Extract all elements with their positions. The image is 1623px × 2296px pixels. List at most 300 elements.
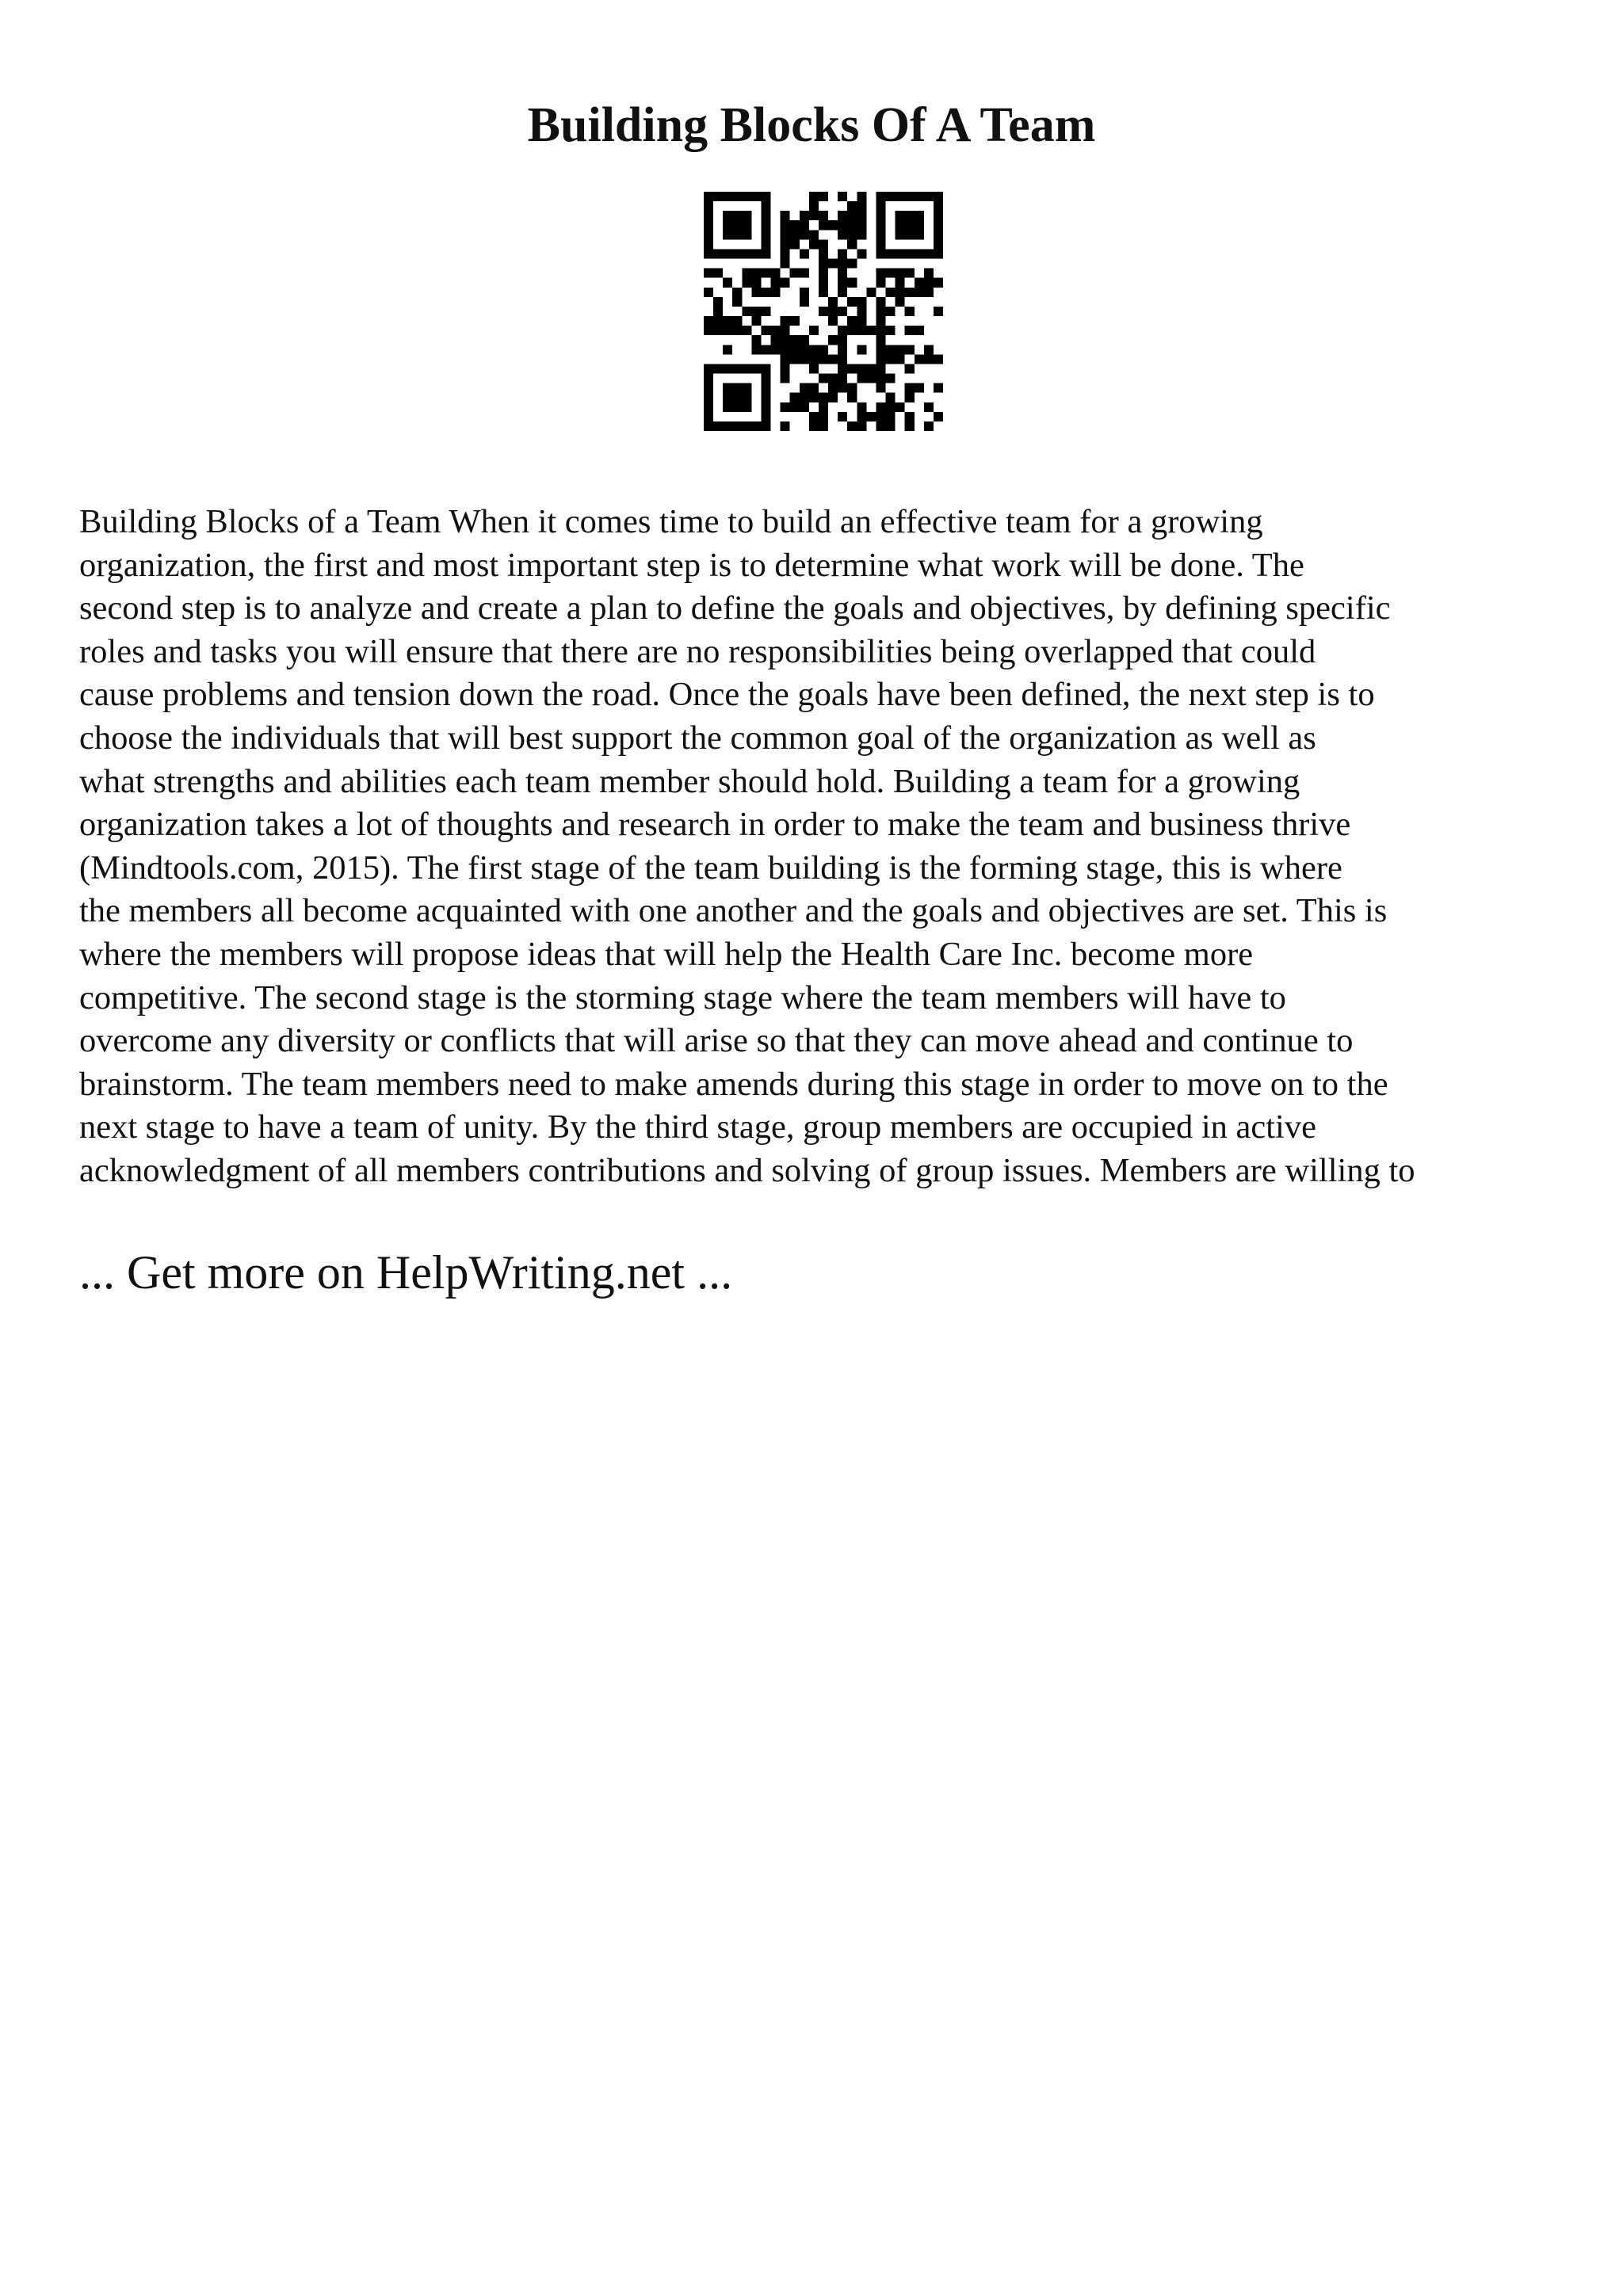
qr-module [751,421,761,431]
qr-module [800,230,809,239]
qr-module [819,421,828,431]
qr-module [915,192,924,201]
qr-module [847,201,857,211]
qr-module [886,354,896,364]
qr-module [934,307,943,316]
qr-module [934,211,943,220]
body-line: roles and tasks you will ensure that there are no responsibilities being overlapped that could [79,632,1316,670]
qr-module [857,211,866,220]
qr-module [838,364,847,373]
qr-module [924,421,934,431]
qr-module [781,345,790,354]
qr-module [732,364,742,373]
qr-module [876,374,885,383]
qr-module [857,230,866,239]
qr-module [704,393,713,402]
qr-module [723,364,732,373]
qr-module [896,230,905,239]
qr-module [713,307,723,316]
qr-module [732,192,742,201]
qr-module [809,364,819,373]
qr-module [934,278,943,288]
qr-module [896,211,905,220]
qr-module [781,326,790,335]
qr-module [723,249,732,258]
qr-module [704,288,713,297]
qr-module [896,278,905,288]
qr-module [924,402,934,412]
qr-module [876,307,885,316]
qr-module [761,307,770,316]
qr-module [761,402,770,412]
qr-module [732,220,742,230]
qr-module [886,374,896,383]
qr-module [704,364,713,373]
body-line: next stage to have a team of unity. By the third stage, group members are occupied in active [79,1108,1316,1146]
qr-module [819,259,828,269]
qr-module [713,249,723,258]
qr-module [761,211,770,220]
qr-module [934,201,943,211]
qr-module [742,383,751,393]
qr-module [761,326,770,335]
qr-module [809,201,819,211]
qr-module [819,393,828,402]
qr-module [866,374,876,383]
qr-module [838,307,847,316]
qr-module [742,211,751,220]
body-line: organization takes a lot of thoughts and research in order to make the team and business thrive [79,806,1351,844]
document-title: Building Blocks Of A Team [527,98,1096,152]
qr-module [838,230,847,239]
qr-module [800,383,809,393]
qr-module [790,230,800,239]
qr-module [886,288,896,297]
qr-module [819,374,828,383]
qr-module [809,345,819,354]
qr-module [896,288,905,297]
qr-module [723,421,732,431]
qr-module [809,412,819,421]
qr-module [915,230,924,239]
qr-module [915,220,924,230]
qr-module [876,354,885,364]
qr-module [809,421,819,431]
body-line: (Mindtools.com, 2015). The first stage of the team building is the forming stage, this is where [79,849,1342,887]
qr-module [886,345,896,354]
qr-module [732,316,742,326]
qr-module [790,335,800,345]
qr-module [723,326,732,335]
qr-module [857,421,866,431]
qr-module [742,307,751,316]
qr-module [924,288,934,297]
qr-module [771,345,781,354]
body-line: choose the individuals that will best support the common goal of the organization as well as [79,719,1316,757]
qr-module [838,278,847,288]
qr-module [761,393,770,402]
qr-module [866,412,876,421]
qr-module [790,269,800,278]
qr-module [742,393,751,402]
qr-module [847,383,857,393]
qr-module [704,316,713,326]
qr-module [838,288,847,297]
qr-module [876,364,885,373]
qr-module [704,220,713,230]
qr-module [704,402,713,412]
qr-module [876,297,885,307]
qr-module [915,383,924,393]
qr-module [761,230,770,239]
qr-module [828,259,838,269]
qr-module [857,192,866,201]
qr-module [723,393,732,402]
qr-module [704,374,713,383]
qr-module [828,393,838,402]
qr-module [924,269,934,278]
qr-module [905,249,915,258]
qr-module [713,269,723,278]
qr-module [713,364,723,373]
qr-module [751,269,761,278]
qr-module [771,269,781,278]
qr-module [866,288,876,297]
qr-module [924,354,934,364]
qr-module [886,269,896,278]
qr-module [723,402,732,412]
qr-module [924,192,934,201]
qr-module [905,383,915,393]
qr-module [781,335,790,345]
qr-module [915,354,924,364]
qr-module [809,354,819,364]
qr-module [838,211,847,220]
qr-module [761,345,770,354]
qr-module [905,393,915,402]
qr-module [819,220,828,230]
qr-module [761,421,770,431]
qr-module [732,211,742,220]
qr-module [761,383,770,393]
qr-module [781,374,790,383]
qr-module [915,211,924,220]
qr-module [828,383,838,393]
qr-module [704,230,713,239]
qr-module [876,412,885,421]
qr-module [886,307,896,316]
qr-module [857,374,866,383]
qr-module [934,192,943,201]
qr-module [915,326,924,335]
qr-module [732,402,742,412]
qr-module [732,230,742,239]
body-line: brainstorm. The team members need to make amends during this stage in order to move on to the [79,1065,1388,1103]
qr-module [713,192,723,201]
qr-module [742,192,751,201]
qr-module [742,364,751,373]
qr-module [751,364,761,373]
qr-module [934,412,943,421]
qr-module [800,393,809,402]
qr-module [866,364,876,373]
qr-module [838,269,847,278]
qr-module [781,211,790,220]
qr-module [704,192,713,201]
qr-module [857,201,866,211]
qr-module [819,211,828,220]
qr-module [876,201,885,211]
qr-module [847,278,857,288]
qr-module [704,326,713,335]
qr-module [732,383,742,393]
qr-module [800,297,809,307]
qr-module [847,220,857,230]
qr-module [819,354,828,364]
qr-module [905,307,915,316]
qr-module [886,326,896,335]
qr-module [838,412,847,421]
qr-module [809,383,819,393]
qr-module [800,220,809,230]
qr-module [781,421,790,431]
qr-module [886,249,896,258]
qr-module [857,316,866,326]
qr-module [790,316,800,326]
qr-module [838,220,847,230]
qr-module [828,307,838,316]
qr-module [742,402,751,412]
qr-module [876,211,885,220]
qr-module [800,335,809,345]
qr-module [876,326,885,335]
qr-module [790,402,800,412]
qr-module [800,211,809,220]
qr-module [761,374,770,383]
qr-module [751,307,761,316]
qr-module [876,249,885,258]
body-line: overcome any diversity or conflicts that will arise so that they can move ahead and continue to [79,1022,1354,1060]
qr-module [838,383,847,393]
qr-module [847,364,857,373]
qr-module [896,297,905,307]
qr-module [915,288,924,297]
qr-module [790,354,800,364]
qr-module [761,288,770,297]
qr-module [905,269,915,278]
qr-module [876,402,885,412]
qr-module [934,239,943,249]
qr-module [732,297,742,307]
qr-module [742,220,751,230]
body-line: cause problems and tension down the road. Once the goals have been defined, the next step is to [79,676,1375,714]
qr-module [723,345,732,354]
body-line: second step is to analyze and create a plan to define the goals and objectives, by defining specific [79,589,1391,627]
qr-module [838,354,847,364]
qr-module [819,269,828,278]
qr-module [924,345,934,354]
qr-module [924,249,934,258]
qr-module [761,364,770,373]
qr-module [742,230,751,239]
qr-module [896,220,905,230]
qr-module [896,269,905,278]
qr-module [876,230,885,239]
qr-module [761,239,770,249]
qr-module [847,239,857,249]
body-line: competitive. The second stage is the storming stage where the team members will have to [79,978,1286,1016]
qr-module [915,249,924,258]
qr-module [905,192,915,201]
qr-module [828,374,838,383]
qr-module [896,354,905,364]
qr-module [723,383,732,393]
qr-module [934,354,943,364]
qr-module [905,211,915,220]
qr-code-icon [704,190,943,433]
qr-module [896,249,905,258]
qr-module [876,269,885,278]
qr-module [781,239,790,249]
qr-module [704,249,713,258]
qr-module [857,364,866,373]
qr-module [781,249,790,258]
qr-module [742,326,751,335]
qr-module [704,269,713,278]
qr-module [809,239,819,249]
qr-module [723,220,732,230]
qr-module [847,297,857,307]
qr-module [800,249,809,258]
qr-module [781,354,790,364]
qr-module [886,192,896,201]
qr-module [809,393,819,402]
qr-module [934,383,943,393]
qr-module [847,230,857,239]
qr-module [790,220,800,230]
qr-module [704,412,713,421]
qr-module [886,402,896,412]
qr-module [905,364,915,373]
qr-module [704,239,713,249]
qr-module [819,278,828,288]
qr-module [847,326,857,335]
qr-module [761,269,770,278]
qr-module [896,402,905,412]
qr-module [751,316,761,326]
qr-module [713,297,723,307]
qr-module [934,230,943,239]
qr-module [847,393,857,402]
qr-module [819,345,828,354]
qr-module [876,278,885,288]
body-line: acknowledgment of all members contributions and solving of group issues. Members are willing to [79,1151,1415,1189]
qr-module [857,297,866,307]
qr-module [742,249,751,258]
qr-module [751,192,761,201]
qr-module [800,269,809,278]
qr-module [809,192,819,201]
qr-module [915,278,924,288]
qr-module [876,345,885,354]
qr-module [838,374,847,383]
qr-module [751,249,761,258]
qr-module [838,326,847,335]
qr-module [876,383,885,393]
qr-module [876,316,885,326]
body-line: the members all become acquainted with one another and the goals and objectives are set. This is [79,892,1388,930]
qr-module [905,220,915,230]
qr-module [800,288,809,297]
qr-module [751,288,761,297]
body-line: where the members will propose ideas that will help the Health Care Inc. become more [79,935,1254,973]
qr-module [781,316,790,326]
qr-module [876,192,885,201]
qr-module [723,316,732,326]
qr-module [828,354,838,364]
qr-module [742,269,751,278]
qr-code-graphic [704,190,943,433]
qr-module [771,288,781,297]
qr-module [704,211,713,220]
document-body [79,501,1561,1193]
qr-module [809,230,819,239]
qr-module [781,364,790,373]
qr-module [886,393,896,402]
qr-module [838,249,847,258]
qr-module [934,249,943,258]
qr-module [819,249,828,258]
qr-module [809,326,819,335]
qr-module [732,393,742,402]
qr-module [828,297,838,307]
qr-module [905,421,915,431]
qr-module [800,354,809,364]
qr-module [732,421,742,431]
qr-module [732,249,742,258]
qr-module [819,239,828,249]
qr-module [723,230,732,239]
get-more-link[interactable]: ... Get more on HelpWriting.net ... [79,1246,733,1299]
qr-module [847,316,857,326]
qr-module [876,239,885,249]
qr-module [857,345,866,354]
qr-module [790,393,800,402]
qr-module [838,259,847,269]
qr-module [857,402,866,412]
qr-module [896,345,905,354]
qr-module [723,278,732,288]
qr-module [751,278,761,288]
qr-module [847,211,857,220]
qr-module [847,421,857,431]
qr-module [838,192,847,201]
qr-module [876,421,885,431]
qr-module [704,383,713,393]
qr-module [761,192,770,201]
qr-module [905,326,915,335]
qr-module [781,402,790,412]
body-line: organization, the first and most important step is to determine what work will be done. The [79,546,1304,584]
qr-module [828,335,838,345]
qr-module [761,220,770,230]
qr-module [819,307,828,316]
qr-module [809,211,819,220]
qr-module [866,326,876,335]
qr-module [905,230,915,239]
qr-module [751,335,761,345]
qr-module [819,288,828,297]
